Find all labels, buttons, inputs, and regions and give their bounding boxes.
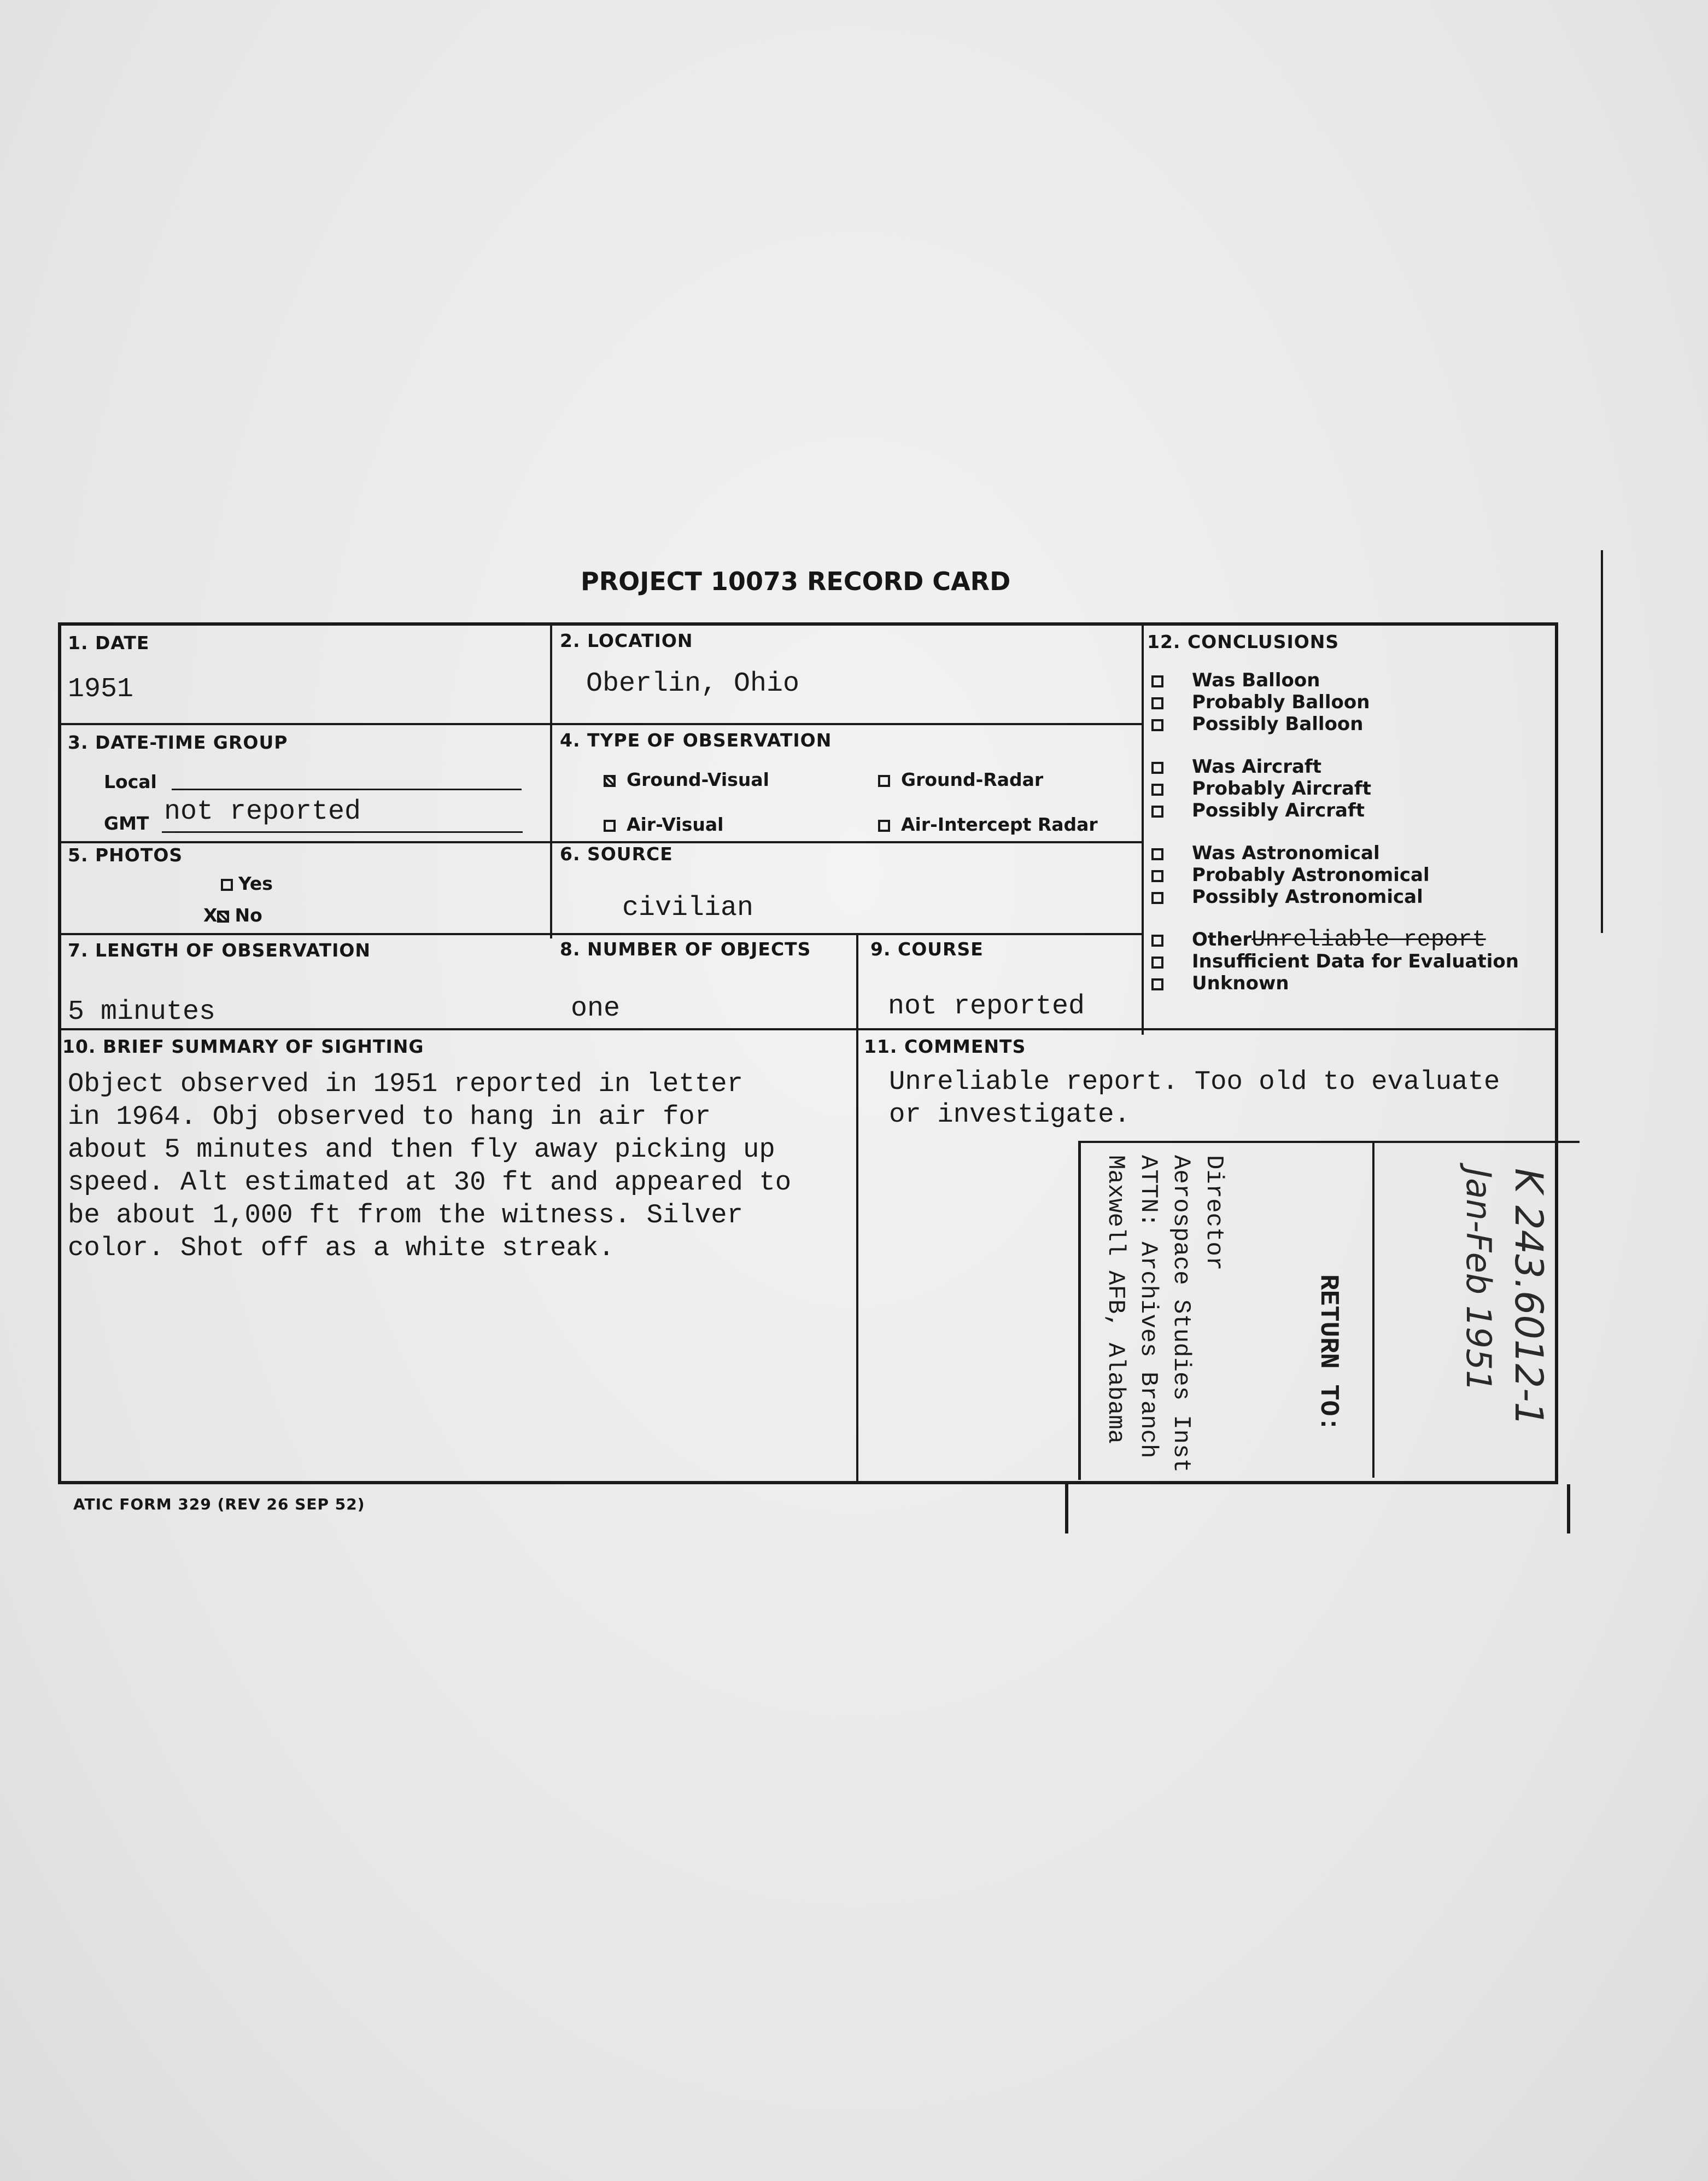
conclusion-option: Insufficient Data for Evaluation: [1151, 950, 1519, 972]
checkbox-icon: [1151, 806, 1163, 818]
summary-line: Object observed in 1951 reported in letter: [68, 1069, 744, 1099]
summary-line: speed. Alt estimated at 30 ft and appeared to: [68, 1167, 792, 1198]
length-of-observation-label: 7. LENGTH OF OBSERVATION: [68, 940, 371, 961]
conclusion-option: Was Astronomical: [1151, 842, 1519, 864]
grid-line: [856, 933, 858, 1484]
comments-text: [889, 1065, 1500, 1131]
checkbox-icon: [1151, 892, 1163, 904]
option-air-visual: [604, 814, 723, 835]
checkbox-checked-icon: [217, 911, 229, 923]
local-label: Local: [104, 771, 157, 792]
gmt-value: not reported: [164, 796, 361, 827]
conclusion-option: Possibly Aircraft: [1151, 800, 1519, 821]
comments-label: 11. COMMENTS: [864, 1036, 1026, 1057]
local-underline: [172, 789, 522, 790]
checkbox-icon: [604, 820, 616, 832]
stamp-divider: [1372, 1141, 1374, 1478]
summary-line: color. Shot off as a white streak.: [68, 1233, 615, 1263]
checkbox-icon: [1151, 870, 1163, 882]
photos-label: 5. PHOTOS: [68, 844, 183, 866]
checkbox-icon: [1151, 675, 1163, 687]
length-of-observation-value: 5 minutes: [68, 996, 216, 1028]
checkbox-icon: [878, 820, 890, 832]
date-label: 1. DATE: [68, 632, 150, 654]
return-address-line: Director: [1200, 1155, 1227, 1271]
other-text: Unreliable report: [1251, 926, 1486, 953]
date-time-group-label: 3. DATE-TIME GROUP: [68, 732, 288, 753]
photos-yes: [221, 873, 273, 894]
stamp-tick: [1065, 1484, 1068, 1533]
form-id: ATIC FORM 329 (REV 26 SEP 52): [73, 1495, 365, 1513]
conclusion-option: Probably Balloon: [1151, 691, 1519, 713]
grid-line: [1142, 622, 1144, 1035]
checkbox-icon: [1151, 719, 1163, 731]
conclusion-option: Was Balloon: [1151, 669, 1519, 691]
photos-no: [203, 905, 262, 926]
conclusion-option: Was Aircraft: [1151, 756, 1519, 778]
handwritten-line: K 243.6012-1: [1506, 1168, 1551, 1426]
summary-label: 10. BRIEF SUMMARY OF SIGHTING: [62, 1036, 424, 1057]
conclusions-label: 12. CONCLUSIONS: [1147, 631, 1340, 652]
number-of-objects-value: one: [571, 993, 621, 1024]
location-value: Oberlin, Ohio: [586, 668, 800, 699]
comments-line: or investigate.: [889, 1099, 1131, 1130]
checkbox-icon: [1151, 762, 1163, 774]
checkbox-checked-icon: [604, 775, 616, 787]
checkbox-icon: [1151, 697, 1163, 709]
summary-line: be about 1,000 ft from the witness. Silver: [68, 1200, 744, 1231]
source-value: civilian: [622, 893, 754, 924]
option-ground-radar: [878, 769, 1043, 790]
grid-line: [550, 622, 552, 938]
checkbox-icon: [878, 775, 890, 787]
handwritten-reference: [1453, 1168, 1554, 1426]
checkbox-checked-icon: [1151, 935, 1163, 947]
option-air-intercept-radar: [878, 814, 1098, 835]
gmt-label: GMT: [104, 813, 149, 834]
option-label: Air-Intercept Radar: [901, 814, 1098, 835]
checkbox-icon: [1151, 957, 1163, 969]
conclusion-option: Possibly Astronomical: [1151, 886, 1519, 908]
conclusions-list: [1151, 669, 1519, 994]
gmt-underline: [162, 831, 523, 833]
conclusion-option: Possibly Balloon: [1151, 713, 1519, 735]
option-ground-visual: [604, 769, 769, 790]
summary-text: [68, 1068, 791, 1264]
conclusion-option: OtherUnreliable report: [1151, 929, 1519, 950]
photos-yes-label: Yes: [238, 873, 273, 894]
summary-line: about 5 minutes and then fly away picking up: [68, 1134, 775, 1165]
checkbox-icon: [1151, 848, 1163, 860]
course-value: not reported: [888, 991, 1085, 1022]
return-address-line: Aerospace Studies Inst: [1167, 1155, 1195, 1473]
source-label: 6. SOURCE: [560, 843, 673, 865]
number-of-objects-label: 8. NUMBER OF OBJECTS: [560, 938, 811, 960]
return-address-line: Maxwell AFB, Alabama: [1102, 1155, 1129, 1444]
summary-line: in 1964. Obj observed to hang in air for: [68, 1101, 711, 1132]
location-label: 2. LOCATION: [560, 630, 693, 651]
option-label: Ground-Radar: [901, 769, 1044, 790]
edge-line: [1601, 550, 1603, 933]
option-label: Ground-Visual: [627, 769, 769, 790]
checkbox-icon: [1151, 784, 1163, 796]
photos-no-mark: X: [203, 905, 218, 926]
conclusion-option: Probably Astronomical: [1151, 864, 1519, 886]
return-address-line: ATTN: Archives Branch: [1134, 1155, 1162, 1459]
conclusion-option: Probably Aircraft: [1151, 778, 1519, 800]
course-label: 9. COURSE: [870, 938, 984, 960]
comments-line: Unreliable report. Too old to evaluate: [889, 1066, 1500, 1097]
conclusion-option: Unknown: [1151, 972, 1519, 994]
photos-no-label: No: [235, 905, 262, 926]
stamp-tick: [1567, 1484, 1570, 1533]
handwritten-line: Jan-Feb 1951: [1459, 1168, 1499, 1392]
type-of-observation-label: 4. TYPE OF OBSERVATION: [560, 730, 832, 751]
grid-line: [58, 1028, 1558, 1030]
checkbox-icon: [1151, 978, 1163, 990]
grid-line: [58, 933, 1143, 935]
grid-line: [58, 723, 1143, 725]
return-address: [1099, 1155, 1230, 1473]
checkbox-icon: [221, 879, 233, 891]
card-title: PROJECT 10073 RECORD CARD: [581, 567, 1011, 596]
option-label: Air-Visual: [627, 814, 724, 835]
return-to-heading: RETURN TO:: [1313, 1274, 1343, 1432]
date-value: 1951: [68, 674, 134, 705]
